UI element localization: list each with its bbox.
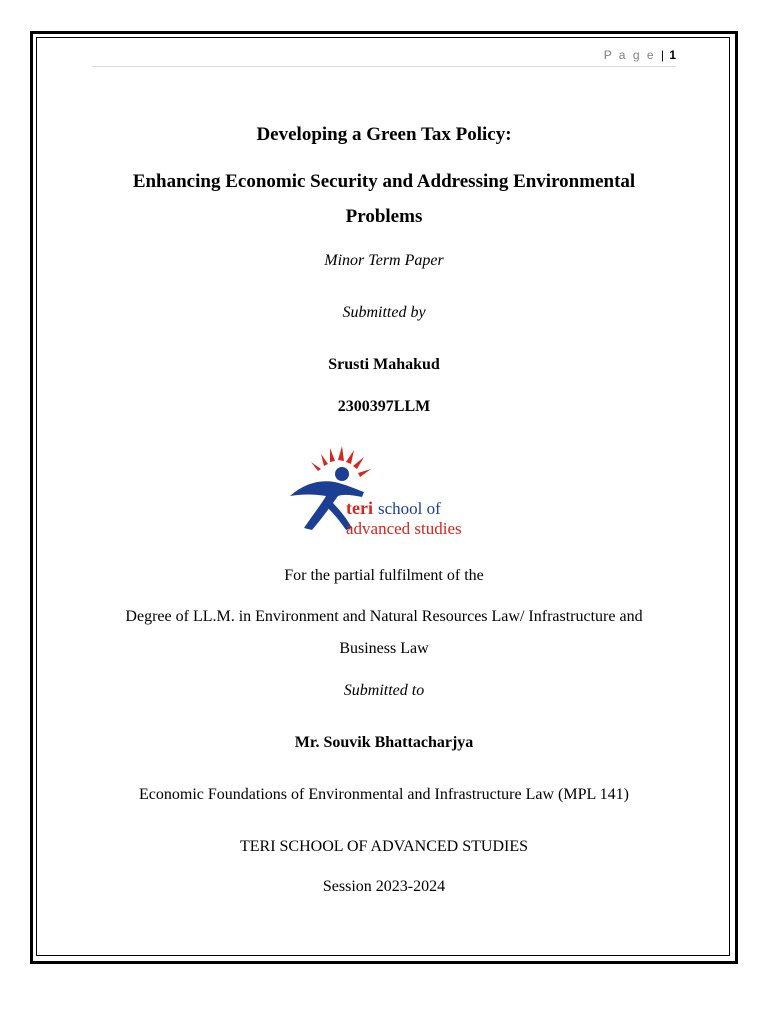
figure-head-icon: [335, 467, 349, 481]
title-line-3: Problems: [345, 206, 423, 227]
supervisor-name: Mr. Souvik Bhattacharjya: [294, 734, 474, 751]
fulfilment-line-3: Business Law: [339, 640, 429, 657]
page-number: 1: [669, 48, 676, 62]
fulfilment-line-1: For the partial fulfilment of the: [284, 567, 484, 584]
logo-word-teri: teri: [346, 498, 373, 518]
logo-word-school-of: school of: [378, 499, 441, 518]
fulfilment-line-2: Degree of LL.M. in Environment and Natural Resources Law/ Infrastructure and: [125, 608, 643, 625]
submitted-by-label: Submitted by: [342, 304, 426, 321]
author-name: Srusti Mahakud: [328, 356, 440, 373]
author-roll-number: 2300397LLM: [337, 398, 431, 415]
institution-name: TERI SCHOOL OF ADVANCED STUDIES: [239, 838, 529, 855]
teri-logo: [284, 444, 484, 544]
title-line-2: Enhancing Economic Security and Addressing Environmental: [132, 171, 636, 192]
page-word: P a g e: [603, 48, 656, 62]
page-header: [92, 48, 676, 67]
session-text: Session 2023-2024: [322, 878, 446, 895]
paper-type: Minor Term Paper: [324, 252, 444, 269]
submitted-to-label: Submitted to: [343, 682, 425, 699]
title-line-1: Developing a Green Tax Policy:: [256, 124, 512, 145]
course-name: Economic Foundations of Environmental and Infrastructure Law (MPL 141): [139, 786, 629, 803]
logo-word-advanced-studies: advanced studies: [346, 519, 462, 538]
page-separator: |: [660, 48, 664, 62]
